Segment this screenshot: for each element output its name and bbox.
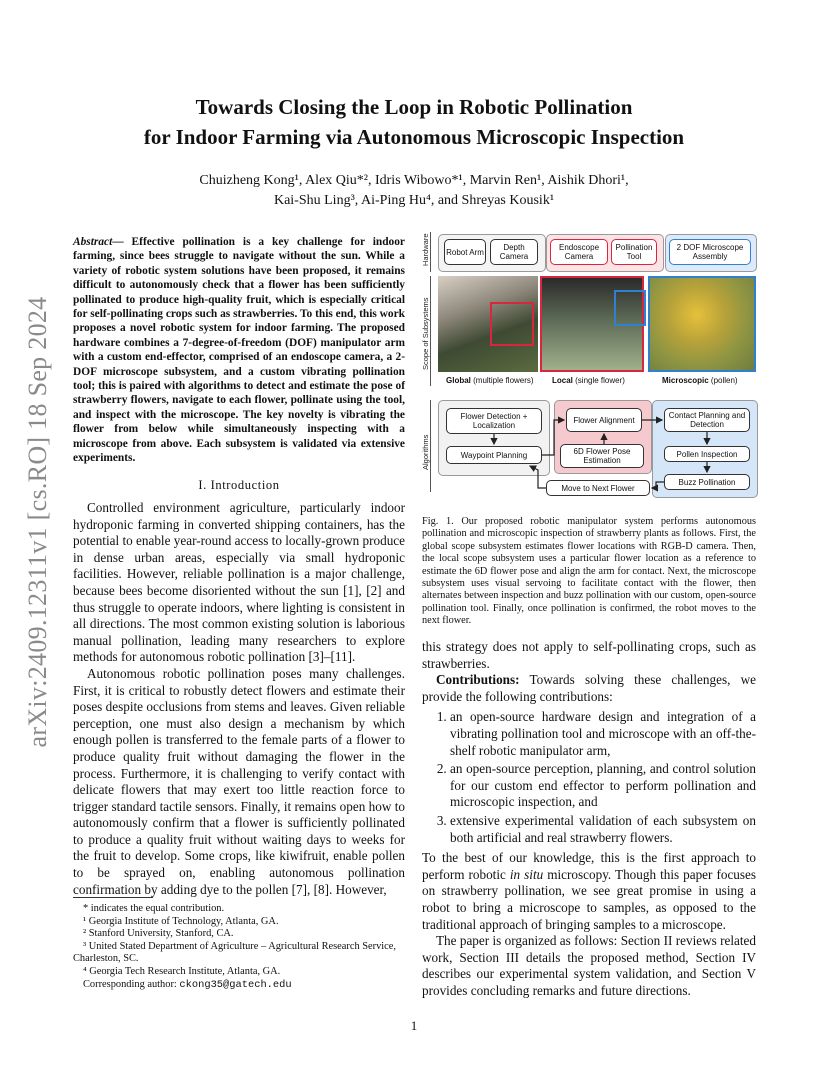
hw-pollination-tool: Pollination Tool [611, 239, 657, 265]
right-column [422, 639, 756, 999]
alg-6d-pose-estimation: 6D Flower Pose Estimation [560, 444, 644, 468]
scope-local-label: Local (single flower) [552, 376, 625, 385]
list-item: 1. an open-source hardware design and integration of a vibrating pollination tool and microscope with an off-the-shelf robotic manipulator arm, [450, 709, 756, 759]
algorithms-label: Algorithms [421, 434, 430, 470]
authors-line-2: Kai-Shu Ling³, Ai-Ping Hu⁴, and Shreyas Kousik¹ [273, 193, 555, 208]
footnote-1: ¹ Georgia Institute of Technology, Atlanta, GA. [83, 915, 279, 927]
right-paragraph-1: this strategy does not apply to self-pollinating crops, such as strawberries. [422, 639, 756, 671]
alg-flower-detection: Flower Detection + Localization [446, 408, 542, 434]
figure-1 [420, 230, 758, 498]
alg-move-next-flower: Move to Next Flower [546, 480, 650, 496]
authors-line-1: Chuizheng Kong¹, Alex Qiu*², Idris Wibowo*¹, Marvin Ren¹, Aishik Dhori¹, [199, 173, 629, 188]
hw-depth-camera: Depth Camera [490, 239, 538, 265]
abstract [73, 235, 405, 466]
arxiv-identifier [8, 282, 68, 762]
paper-title-line-2: for Indoor Farming via Autonomous Microscopic Inspection [143, 125, 685, 149]
scope-global-label: Global (multiple flowers) [446, 376, 534, 385]
intro-left-column [73, 500, 405, 898]
abstract-lead: Abstract [73, 236, 113, 248]
hw-microscope-assembly: 2 DOF Microscope Assembly [669, 239, 751, 265]
contributions-paragraph: Contributions: Towards solving these challenges, we provide the following contributions: [422, 672, 756, 704]
arxiv-id-text: arXiv:2409.12311v1 [cs.RO] 18 Sep 2024 [23, 296, 52, 748]
hw-robot-arm: Robot Arm [444, 239, 486, 265]
intro-paragraph-1: Controlled environment agriculture, particularly indoor hydroponic farming in converted shipping containers, has the potential to enable year-round access to locally-grown produce in dense urban areas, especially via small hydroponic facilities. However, reliable pollination is a major challenge, because bees become disoriented without the sun [1], [2] and thus struggle to operate indoors, where lighting is consistent in all directions. The most common existing solution is laborious manual pollination, leading many researchers to explore methods for autonomous robotic pollination [3]–[11]. [73, 500, 405, 665]
alg-flower-alignment: Flower Alignment [566, 408, 642, 432]
scope-microscopic-label: Microscopic (pollen) [662, 376, 738, 385]
author-email-link[interactable]: ckong35@gatech.edu [179, 978, 292, 991]
contributions-list [422, 709, 756, 846]
right-paragraph-3: The paper is organized as follows: Section II reviews related work, Section III details the proposed method, Section IV describes our experimental system validation, and Section V provides concluding remarks and future directions. [422, 933, 756, 998]
hw-endoscope-camera: Endoscope Camera [550, 239, 608, 265]
footnotes [73, 903, 405, 991]
alg-contact-planning: Contact Planning and Detection [664, 408, 750, 432]
footnote-equal: * indicates the equal contribution. [83, 903, 225, 914]
scope-label: Scope of Subsystems [421, 297, 430, 370]
footnote-2: ² Stanford University, Stanford, CA. [83, 928, 234, 940]
alg-pollen-inspection: Pollen Inspection [664, 446, 750, 462]
list-item: 3. extensive experimental validation of each subsystem on both artificial and real strawberry flowers. [450, 813, 756, 846]
alg-buzz-pollination: Buzz Pollination [664, 474, 750, 490]
figure-arrows [420, 230, 758, 498]
figure-caption: Fig. 1. Our proposed robotic manipulator system performs autonomous pollination and microscopic inspection of strawberry plants as follows. First, the global scope subsystem estimates flower locations with RGB-D camera. Then, the local scope subsystem uses a particular flower location as a reference to estimate the 6D flower pose and align the arm for contact. Next, the microscope subsystem uses visual servoing to facilitate contact with the flower, then alternates between inspection and buzz pollination with our custom, open-source pollination tool. Finally, once pollination is confirmed, the robot moves to the next flower. [422, 516, 756, 627]
abstract-body: — Effective pollination is a key challenge for indoor farming, since bees struggle to navigate without the sun. While a variety of robotic system solutions have been proposed, it remains difficult to autonomously check that a flower has been sufficiently pollinated to produce high-quality fruit, which is especially critical for self-pollinating crops such as strawberries. To this end, this work proposes a novel robotic system for indoor farming. The proposed hardware combines a 7-degree-of-freedom (DOF) manipulator arm with a custom end-effector, comprised of an endoscope camera, a 2-DOF microscope subsystem, and a custom vibrating pollination tool; this is paired with algorithms to detect and estimate the pose of strawberry flowers, navigate to each flower, pollinate using the tool, and inspect with the microscope. The key novelty is vibrating the flower from below while simultaneously inspecting with a microscope from above. Each subsystem is validated via extensive experiments. [73, 236, 405, 465]
alg-waypoint-planning: Waypoint Planning [446, 446, 542, 464]
section-heading-introduction: I. Introduction [198, 478, 280, 492]
list-item: 2. an open-source perception, planning, and control solution for our custom end effector to perform pollination and microscopic inspection, and [450, 761, 756, 811]
footnote-3: ³ United Stated Department of Agriculture – Agricultural Research Service, Charleston, SC. [73, 940, 397, 965]
corresponding-author: Corresponding author: ckong35@gatech.edu [83, 978, 292, 991]
page-number: 1 [410, 1018, 418, 1033]
intro-paragraph-2: Autonomous robotic pollination poses many challenges. First, it is critical to robustly detect flowers and estimate their poses despite occlusions from stems and leaves. Given reliable perception, one must also design a mechanism by which enough pollen is transferred to the female parts of a flower to produce quality fruit without damaging the flower in the process. Furthermore, it is challenging to verify contact with delicate flowers that may exert too little reaction force to trigger standard tactile sensors. Finally, it remains open how to autonomously confirm that a flower is sufficiently pollinated to produce a quality fruit without waiting days to weeks for the fruit to develop. Some crops, like kiwifruit, enable pollen to be sprayed on, enabling autonomous pollination confirmation by adding dye to the pollen [7], [8]. However, [73, 665, 405, 897]
paper-title-line-1: Towards Closing the Loop in Robotic Pollination [195, 95, 633, 119]
right-paragraph-2: To the best of our knowledge, this is the first approach to perform robotic in situ microscopy. Though this paper focuses on strawberry pollination, we see great promise in using a robot to bring a microscope to samples, as opposed to the traditional approach of bringing samples to a microscope. [422, 850, 757, 932]
hardware-label: Hardware [421, 233, 430, 266]
footnote-4: ⁴ Georgia Tech Research Institute, Atlanta, GA. [83, 965, 281, 977]
